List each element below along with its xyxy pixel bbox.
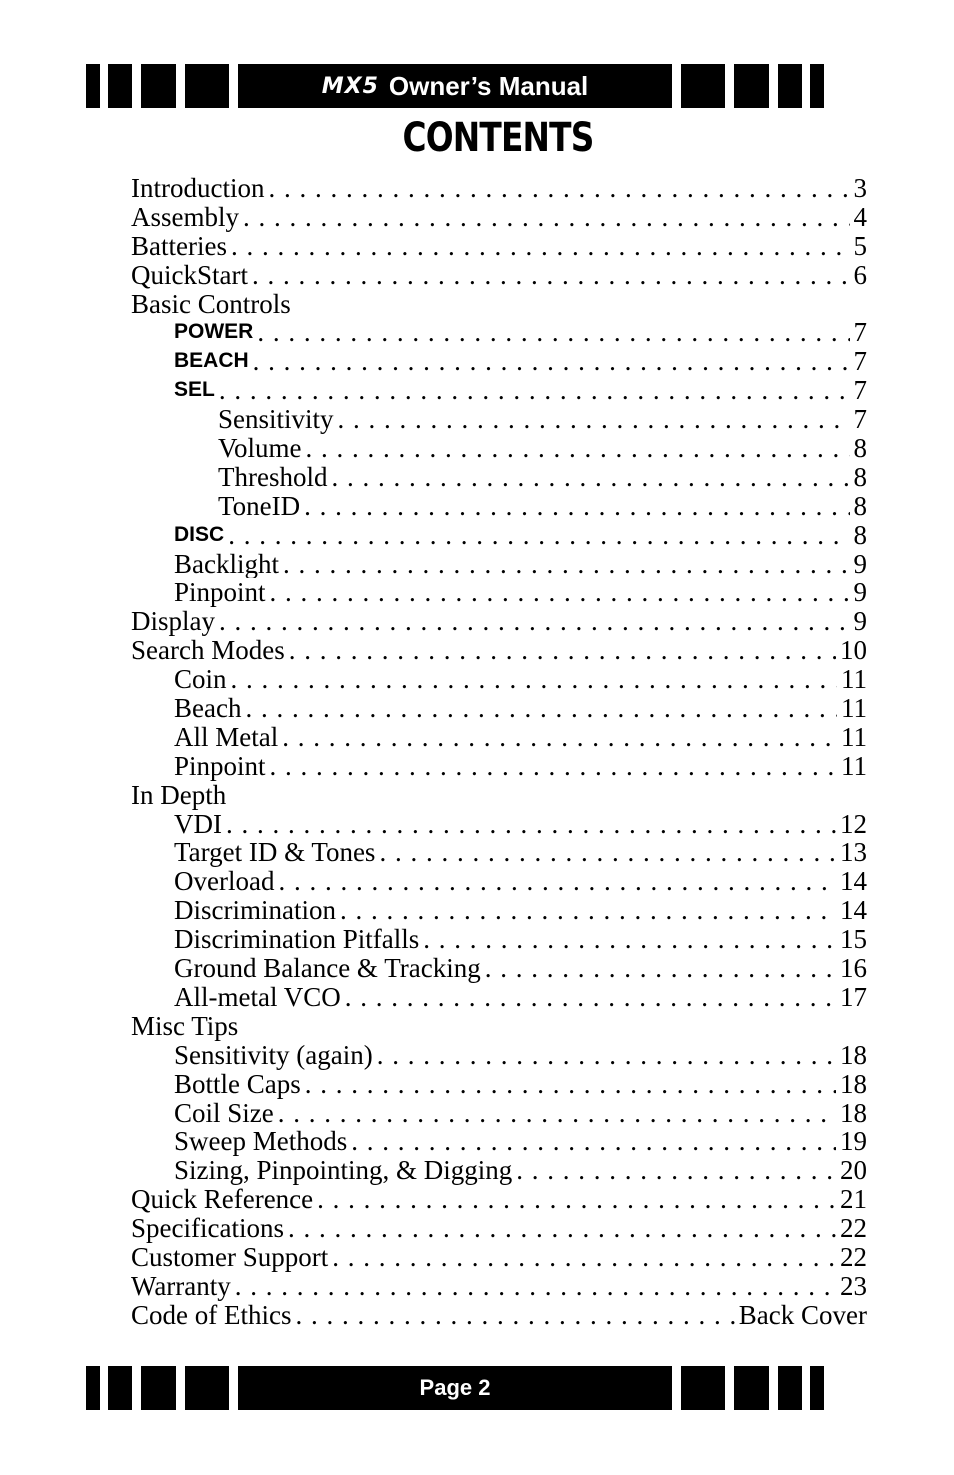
toc-entry-title: Specifications xyxy=(131,1214,284,1243)
toc-entry-page: 20 xyxy=(840,1156,867,1186)
toc-entry[interactable] xyxy=(131,492,867,521)
header-title-bar xyxy=(238,64,672,108)
toc-entry-page: 15 xyxy=(840,925,867,955)
toc-entry-page: 22 xyxy=(840,1214,867,1243)
toc-entry-page: 8 xyxy=(853,462,867,492)
toc-entry-title: Coin xyxy=(174,665,227,695)
toc-entry-title: Ground Balance & Tracking xyxy=(174,954,481,983)
toc-entry[interactable] xyxy=(131,550,867,579)
header-band xyxy=(86,64,824,108)
toc-entry[interactable] xyxy=(131,434,867,463)
toc-entry-title: In Depth xyxy=(131,780,227,810)
toc-entry-page: 10 xyxy=(840,636,867,666)
dot-leader xyxy=(283,550,850,579)
toc-entry-page: 5 xyxy=(853,231,867,261)
dot-leader xyxy=(516,1156,836,1185)
header-stripe xyxy=(185,64,229,108)
dot-leader xyxy=(306,434,850,463)
dot-leader xyxy=(289,636,836,665)
toc-entry[interactable] xyxy=(131,174,867,203)
dot-leader xyxy=(219,376,850,405)
toc-entry-page: 8 xyxy=(853,434,867,463)
toc-entry-title: ToneID xyxy=(218,491,301,521)
toc-entry[interactable] xyxy=(131,318,867,347)
toc-entry[interactable] xyxy=(131,896,867,925)
header-stripe xyxy=(810,64,824,108)
dot-leader xyxy=(278,1099,836,1128)
toc-entry-title: Batteries xyxy=(131,231,227,261)
toc-entry-title: Customer Support xyxy=(131,1242,329,1272)
dot-leader xyxy=(270,752,837,781)
toc-entry-page: 18 xyxy=(840,1040,867,1070)
toc-entry[interactable] xyxy=(131,347,867,376)
toc-entry-title: Discrimination xyxy=(174,896,336,926)
dot-leader xyxy=(340,896,836,925)
footer-stripe xyxy=(734,1366,769,1410)
footer-stripe xyxy=(778,1366,802,1410)
toc-entry-page: Back Cover xyxy=(738,1300,867,1330)
toc-entry[interactable] xyxy=(131,1127,867,1156)
dot-leader xyxy=(377,1041,836,1070)
toc-entry-title: Discrimination Pitfalls xyxy=(174,925,420,955)
toc-entry[interactable] xyxy=(131,723,867,752)
toc-entry-title: Bottle Caps xyxy=(174,1069,301,1099)
toc-entry-title: Backlight xyxy=(174,549,279,579)
dot-leader xyxy=(423,925,836,954)
toc-entry-page: 18 xyxy=(840,1069,867,1099)
footer-stripe xyxy=(86,1366,100,1410)
dot-leader xyxy=(253,347,850,376)
toc-entry[interactable] xyxy=(131,1012,867,1041)
header-stripe xyxy=(86,64,100,108)
toc-entry-page: 12 xyxy=(840,809,867,839)
toc-entry[interactable] xyxy=(131,1272,867,1301)
toc-entry[interactable] xyxy=(131,867,867,896)
toc-entry[interactable] xyxy=(131,376,867,405)
toc-entry-title: QuickStart xyxy=(131,260,248,290)
page-number: Page 2 xyxy=(419,1375,491,1400)
toc-entry-page: 18 xyxy=(840,1098,867,1128)
dot-leader xyxy=(295,1301,734,1330)
toc-entry-title: Code of Ethics xyxy=(131,1300,292,1330)
toc-entry[interactable] xyxy=(131,1099,867,1128)
toc-entry-title: POWER xyxy=(174,320,254,344)
toc-entry-page: 23 xyxy=(840,1271,867,1301)
dot-leader xyxy=(245,694,837,723)
dot-leader xyxy=(379,838,836,867)
toc-entry-title: Sizing, Pinpointing, & Digging xyxy=(174,1156,513,1186)
toc-entry-title: DISC xyxy=(174,522,225,546)
toc-entry-page: 7 xyxy=(853,376,867,406)
toc-entry-page: 6 xyxy=(853,260,867,290)
footer-bar xyxy=(238,1366,672,1410)
toc-entry-title: Misc Tips xyxy=(131,1011,239,1041)
dot-leader xyxy=(270,578,850,607)
toc-entry-page: 9 xyxy=(853,607,867,637)
toc-entry-page: 14 xyxy=(840,867,867,897)
toc-entry[interactable] xyxy=(131,838,867,867)
toc-entry-page: 11 xyxy=(841,694,867,723)
toc-entry[interactable] xyxy=(131,694,867,723)
toc-entry[interactable] xyxy=(131,636,867,665)
dot-leader xyxy=(243,203,850,232)
toc-entry-title: Assembly xyxy=(131,202,239,232)
dot-leader xyxy=(252,261,850,290)
dot-leader xyxy=(282,723,837,752)
toc-entry[interactable] xyxy=(131,1041,867,1070)
toc-entry-title: All Metal xyxy=(174,722,279,752)
dot-leader xyxy=(228,521,849,550)
toc-entry-title: All-metal VCO xyxy=(174,982,341,1012)
dot-leader xyxy=(288,1214,836,1243)
dot-leader xyxy=(257,318,849,347)
toc-entry-page: 14 xyxy=(840,896,867,926)
toc-entry-title: Volume xyxy=(218,434,302,463)
toc-entry-page: 7 xyxy=(853,347,867,377)
toc-entry-page: 13 xyxy=(840,838,867,868)
toc-entry-page: 22 xyxy=(840,1242,867,1272)
dot-leader xyxy=(331,463,849,492)
dot-leader xyxy=(305,1070,836,1099)
table-of-contents xyxy=(131,174,867,1330)
model-logo: MX5 xyxy=(321,73,379,99)
toc-entry-title: Pinpoint xyxy=(174,751,266,781)
toc-entry[interactable] xyxy=(131,954,867,983)
toc-entry[interactable] xyxy=(131,607,867,636)
toc-entry-page: 7 xyxy=(853,318,867,348)
toc-entry[interactable] xyxy=(131,1070,867,1099)
toc-entry[interactable] xyxy=(131,261,867,290)
toc-entry-page: 4 xyxy=(853,202,867,232)
toc-entry[interactable] xyxy=(131,1214,867,1243)
toc-entry[interactable] xyxy=(131,463,867,492)
toc-entry-title: Overload xyxy=(174,867,275,897)
footer-band xyxy=(86,1366,824,1410)
toc-entry-page: 8 xyxy=(853,520,867,550)
toc-entry[interactable] xyxy=(131,578,867,607)
footer-stripe xyxy=(681,1366,725,1410)
toc-entry[interactable] xyxy=(131,405,867,434)
toc-entry-page: 7 xyxy=(853,405,867,435)
toc-entry-page: 16 xyxy=(840,954,867,983)
toc-entry-title: Search Modes xyxy=(131,636,285,666)
toc-entry[interactable] xyxy=(131,810,867,839)
dot-leader xyxy=(226,810,836,839)
toc-entry[interactable] xyxy=(131,1185,867,1214)
toc-entry[interactable] xyxy=(131,1156,867,1185)
toc-entry[interactable] xyxy=(131,1301,867,1330)
toc-entry-page: 21 xyxy=(840,1185,867,1215)
header-stripe xyxy=(108,64,132,108)
toc-entry-page: 8 xyxy=(853,491,867,521)
toc-entry[interactable] xyxy=(131,232,867,261)
footer-stripe xyxy=(141,1366,176,1410)
toc-entry[interactable] xyxy=(131,665,867,694)
header-stripe xyxy=(141,64,176,108)
toc-entry[interactable] xyxy=(131,203,867,232)
manual-title: Owner’s Manual xyxy=(388,70,589,101)
dot-leader xyxy=(219,607,850,636)
dot-leader xyxy=(278,867,836,896)
toc-entry[interactable] xyxy=(131,781,867,810)
toc-entry-title: Coil Size xyxy=(174,1098,274,1128)
toc-entry-title: Sweep Methods xyxy=(174,1127,348,1157)
toc-entry[interactable] xyxy=(131,983,867,1012)
dot-leader xyxy=(304,492,849,521)
dot-leader xyxy=(332,1243,836,1272)
toc-entry-title: Target ID & Tones xyxy=(174,838,376,868)
dot-leader xyxy=(231,232,850,261)
dot-leader xyxy=(235,1272,836,1301)
footer-stripe xyxy=(108,1366,132,1410)
toc-entry-page: 19 xyxy=(840,1127,867,1157)
footer-stripe xyxy=(810,1366,824,1410)
footer-stripe xyxy=(185,1366,229,1410)
toc-entry-page: 3 xyxy=(853,174,867,203)
header-stripe xyxy=(734,64,769,108)
dot-leader xyxy=(345,983,836,1012)
toc-entry-title: Quick Reference xyxy=(131,1185,314,1215)
toc-entry[interactable] xyxy=(131,925,867,954)
toc-entry[interactable] xyxy=(131,521,867,550)
toc-entry-page: 11 xyxy=(841,722,867,752)
toc-entry-title: Beach xyxy=(174,694,242,723)
toc-entry-title: BEACH xyxy=(174,349,249,373)
toc-entry-title: Basic Controls xyxy=(131,289,291,319)
toc-entry-page: 11 xyxy=(841,751,867,781)
toc-entry-title: Introduction xyxy=(131,174,265,203)
toc-entry-title: Display xyxy=(131,607,215,637)
toc-entry-title: Warranty xyxy=(131,1271,231,1301)
toc-entry-page: 9 xyxy=(853,549,867,579)
toc-entry[interactable] xyxy=(131,290,867,319)
dot-leader xyxy=(338,405,850,434)
toc-entry-page: 9 xyxy=(853,578,867,608)
dot-leader xyxy=(231,665,837,694)
dot-leader xyxy=(485,954,836,983)
toc-entry-title: SEL xyxy=(174,378,215,402)
toc-entry[interactable] xyxy=(131,1243,867,1272)
toc-entry-page: 11 xyxy=(841,665,867,695)
header-stripe xyxy=(681,64,725,108)
dot-leader xyxy=(268,174,849,203)
dot-leader xyxy=(317,1185,836,1214)
toc-entry[interactable] xyxy=(131,752,867,781)
toc-entry-title: Pinpoint xyxy=(174,578,266,608)
toc-entry-title: Threshold xyxy=(218,462,328,492)
toc-entry-title: Sensitivity (again) xyxy=(174,1040,373,1070)
toc-entry-title: Sensitivity xyxy=(218,405,334,435)
dot-leader xyxy=(351,1127,836,1156)
toc-entry-page: 17 xyxy=(840,982,867,1012)
toc-entry-title: VDI xyxy=(174,809,222,839)
header-stripe xyxy=(778,64,802,108)
page-title: CONTENTS xyxy=(402,115,594,161)
